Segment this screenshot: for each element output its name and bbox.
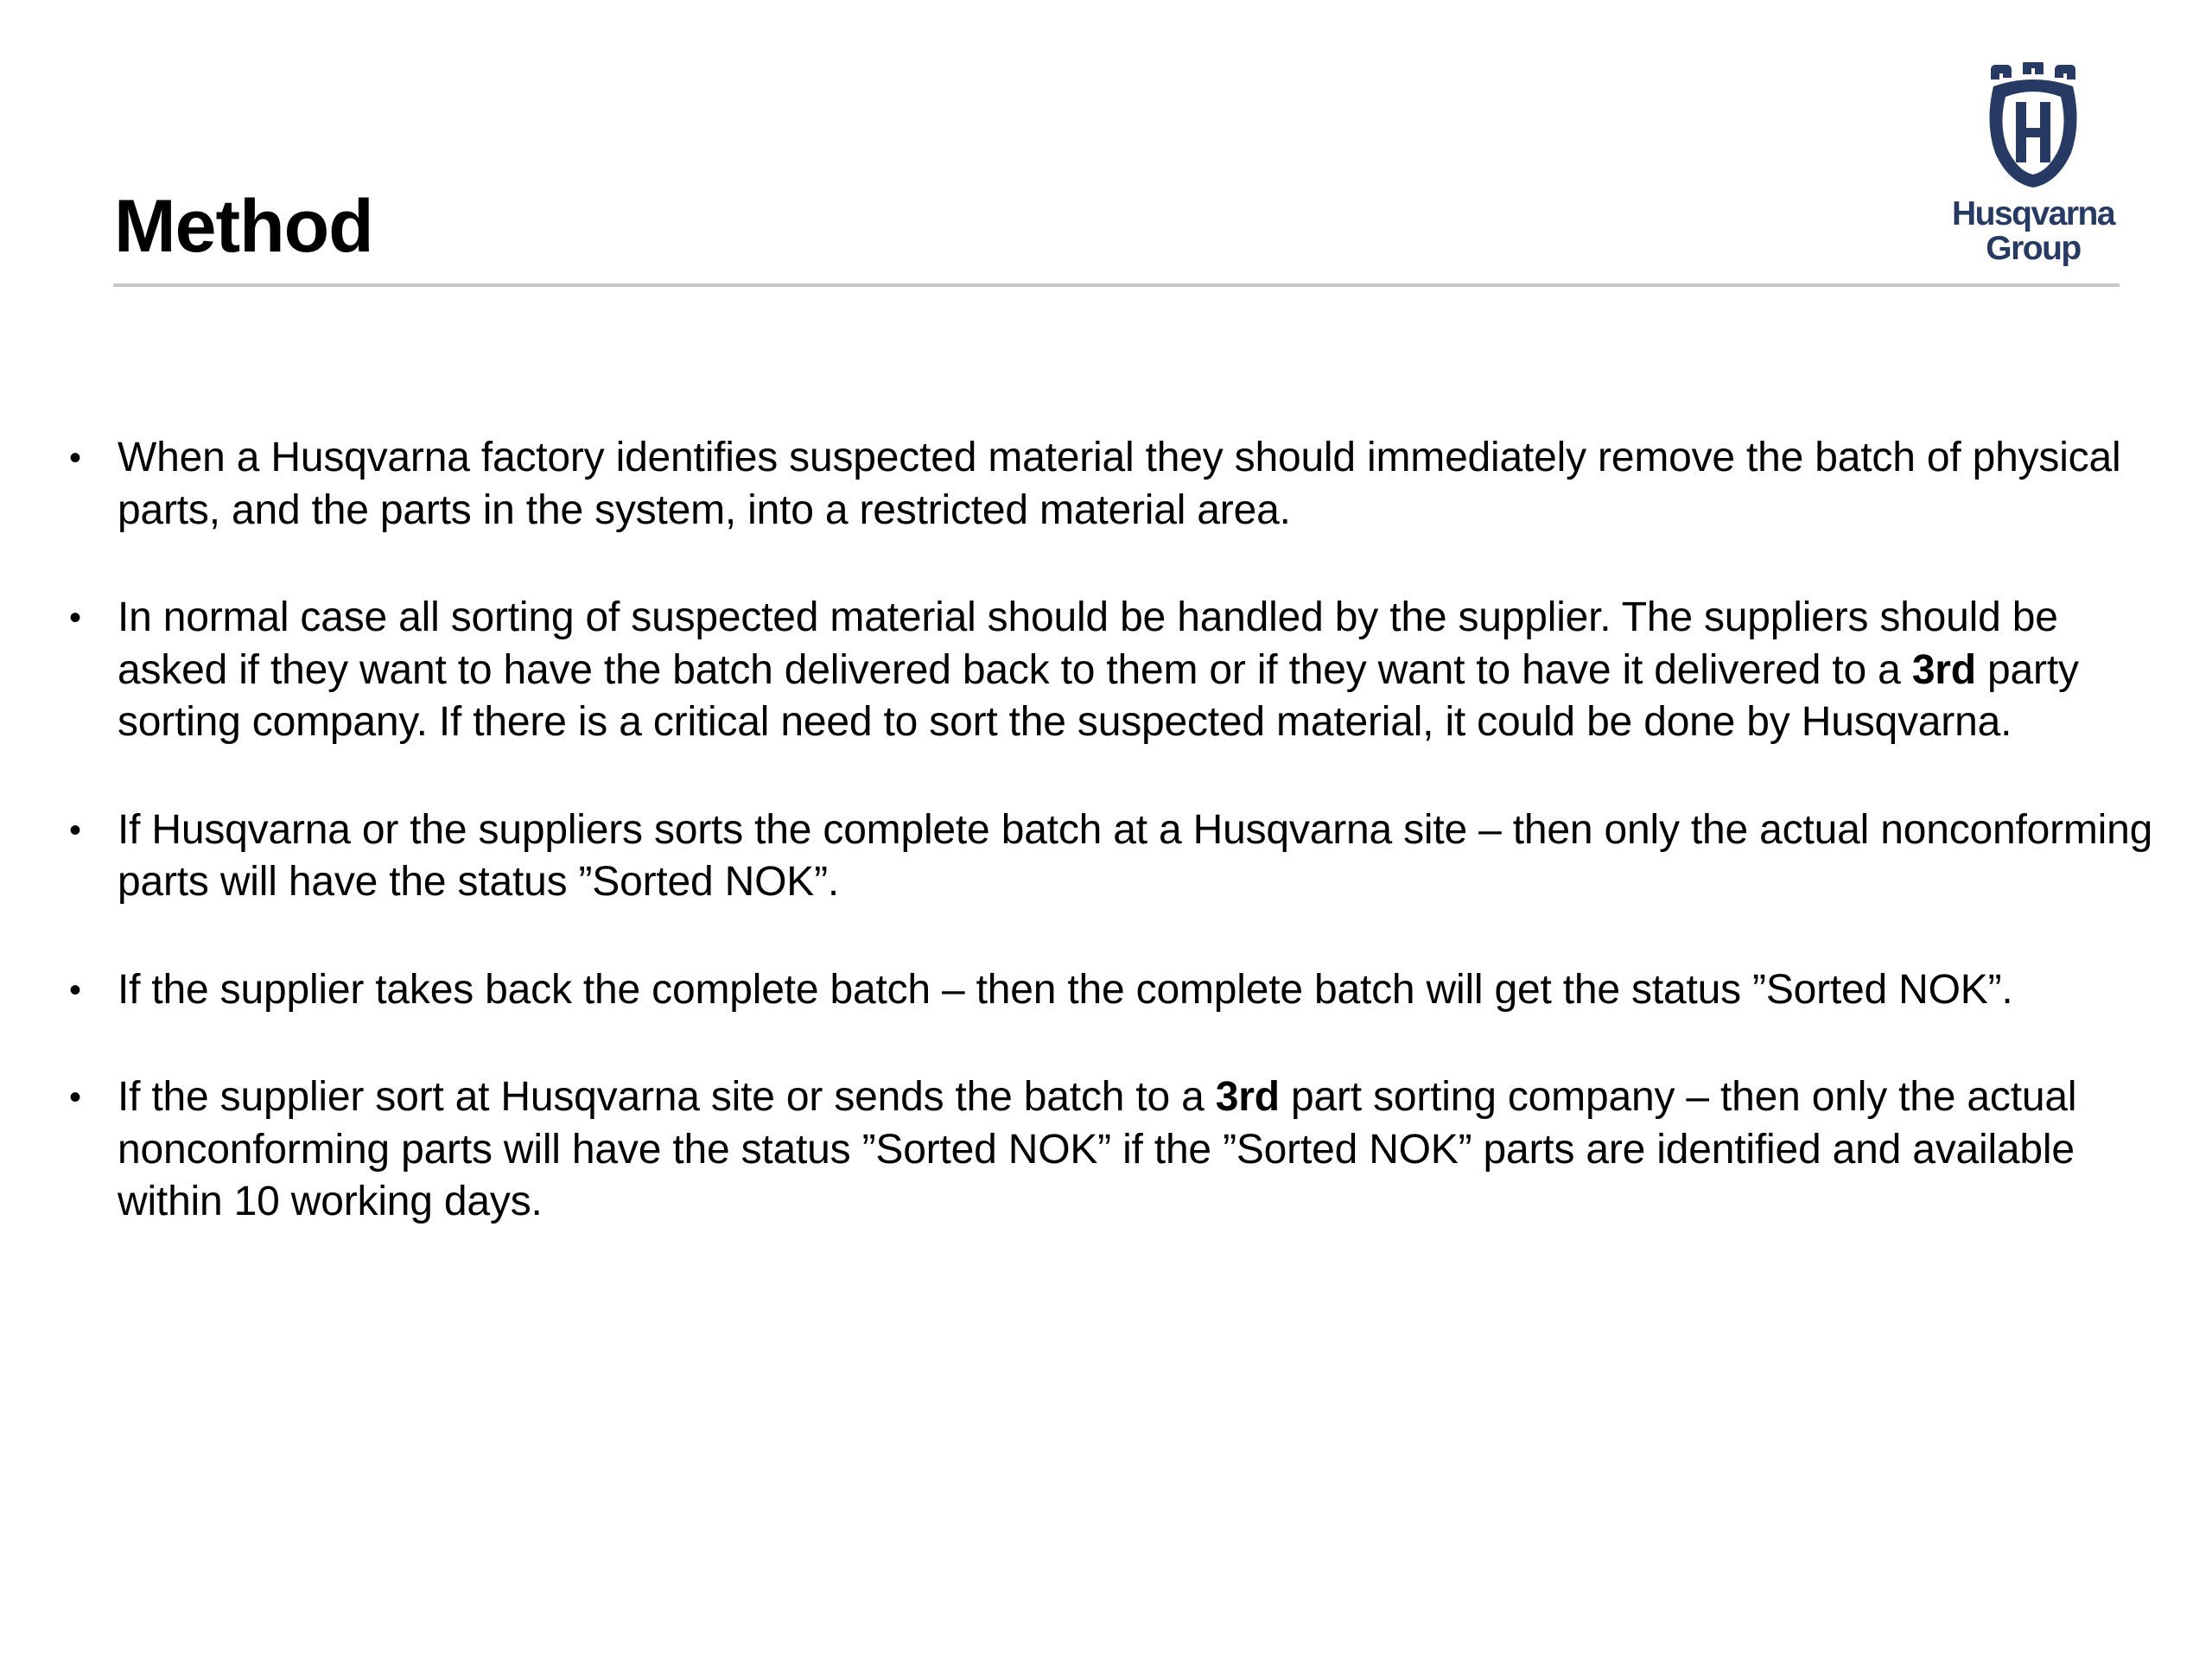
slide-title: Method [114,185,373,268]
bullet-text: If the supplier sort at Husqvarna site or sends the batch to a [118,1074,1216,1120]
bullet-dot-icon: • [69,970,81,1009]
logo-wordmark [1942,197,2124,266]
bullet-text: When a Husqvarna factory identifies suspected material they should immediately remove the batch of physical parts, and the parts in the system, into a restricted material area. [118,435,2121,533]
bullet-item [60,964,2169,1017]
bullet-dot-icon: • [69,810,81,849]
husqvarna-group-logo [1942,62,2124,270]
logo-line-1: Husqvarna [1951,195,2115,232]
bullet-emphasis: 3rd [1911,646,1976,693]
bullet-text: In normal case all sorting of suspected material should be handled by the supplier. The suppliers should be asked if they want to have the batch delivered back to them or if they want to have it delivered to a [118,594,2058,693]
logo-line-2: Group [1986,230,2081,267]
bullet-list [60,432,2169,1284]
bullet-dot-icon: • [69,599,81,637]
bullet-text: part sorting company – then only the actual nonconforming parts will have the status ”Sorted NOK” if the ”Sorted NOK” parts are identified and available within 10 working days. [118,1074,2077,1224]
bullet-text: party sorting company. If there is a critical need to sort the suspected material, it could be done by Husqvarna. [118,646,2079,745]
bullet-text: If the supplier takes back the complete batch – then the complete batch will get the status ”Sorted NOK”. [118,966,2013,1013]
bullet-emphasis: 3rd [1215,1074,1280,1120]
title-divider [113,283,2120,287]
husqvarna-crown-icon [1981,62,2085,192]
bullet-item [60,804,2169,909]
bullet-item [60,432,2169,537]
bullet-dot-icon: • [69,1078,81,1116]
bullet-item [60,592,2169,749]
bullet-text: If Husqvarna or the suppliers sorts the complete batch at a Husqvarna site – then only the actual nonconforming parts will have the status ”Sorted NOK”. [118,806,2153,905]
bullet-dot-icon: • [69,439,81,477]
bullet-item [60,1071,2169,1229]
